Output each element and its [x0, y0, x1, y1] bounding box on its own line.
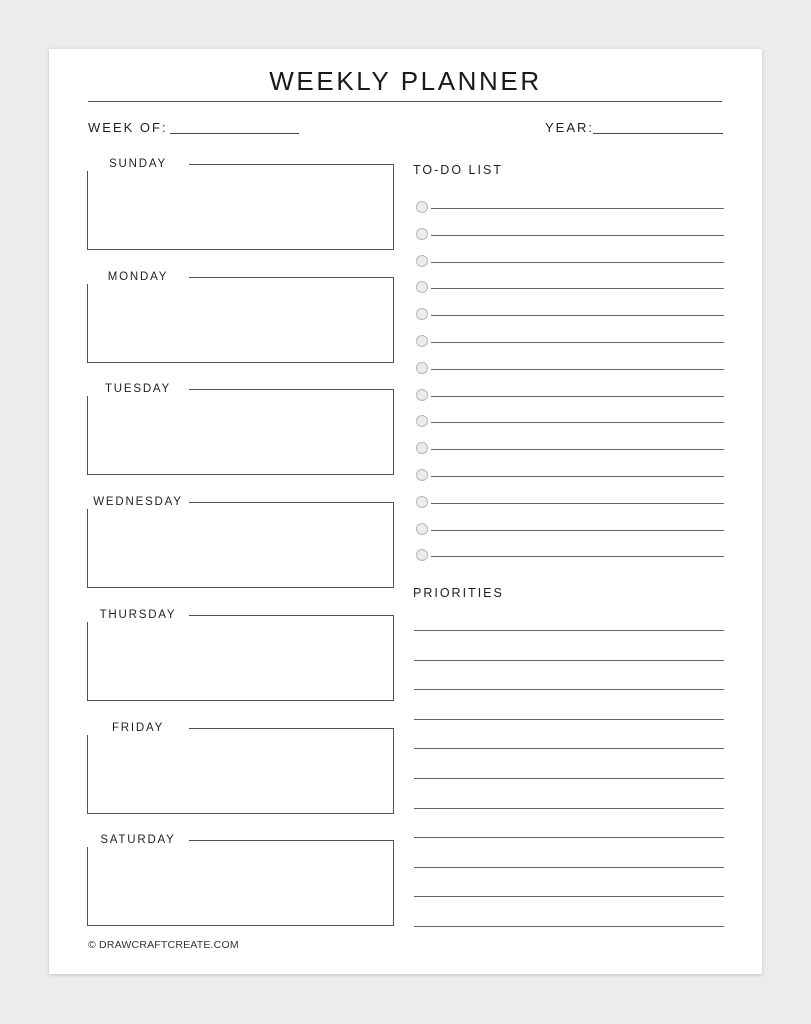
week-of-label: WEEK OF:	[88, 120, 168, 135]
todo-item-line[interactable]	[431, 262, 724, 263]
todo-item-line[interactable]	[431, 530, 724, 531]
todo-item-line[interactable]	[431, 369, 724, 370]
day-label-monday: MONDAY	[87, 270, 189, 284]
day-label-wednesday: WEDNESDAY	[87, 495, 189, 509]
day-box-friday[interactable]	[87, 728, 394, 814]
todo-item-line[interactable]	[431, 503, 724, 504]
priority-line[interactable]	[414, 778, 724, 779]
priority-line[interactable]	[414, 689, 724, 690]
day-box-sunday[interactable]	[87, 164, 394, 250]
todo-item-line[interactable]	[431, 208, 724, 209]
todo-checkbox[interactable]	[416, 281, 428, 293]
priority-line[interactable]	[414, 660, 724, 661]
todo-item-line[interactable]	[431, 556, 724, 557]
day-label-sunday: SUNDAY	[87, 157, 189, 171]
year-label: YEAR:	[545, 120, 595, 135]
todo-checkbox[interactable]	[416, 362, 428, 374]
day-box-thursday[interactable]	[87, 615, 394, 701]
priority-line[interactable]	[414, 867, 724, 868]
todo-checkbox[interactable]	[416, 255, 428, 267]
day-box-wednesday[interactable]	[87, 502, 394, 588]
day-box-monday[interactable]	[87, 277, 394, 363]
todo-item-line[interactable]	[431, 288, 724, 289]
todo-checkbox[interactable]	[416, 308, 428, 320]
day-label-thursday: THURSDAY	[87, 608, 189, 622]
page-title: WEEKLY PLANNER	[269, 66, 542, 96]
year-field[interactable]	[593, 133, 723, 134]
todo-item-line[interactable]	[431, 422, 724, 423]
todo-item-line[interactable]	[431, 315, 724, 316]
priority-line[interactable]	[414, 719, 724, 720]
todo-item-line[interactable]	[431, 342, 724, 343]
priority-line[interactable]	[414, 630, 724, 631]
day-label-friday: FRIDAY	[87, 721, 189, 735]
todo-checkbox[interactable]	[416, 523, 428, 535]
priority-line[interactable]	[414, 926, 724, 927]
todo-item-line[interactable]	[431, 235, 724, 236]
priority-line[interactable]	[414, 837, 724, 838]
todo-checkbox[interactable]	[416, 549, 428, 561]
week-of-field[interactable]	[170, 133, 299, 134]
copyright-footer: © DRAWCRAFTCREATE.COM	[88, 939, 239, 951]
todo-checkbox[interactable]	[416, 389, 428, 401]
todo-checkbox[interactable]	[416, 335, 428, 347]
todo-checkbox[interactable]	[416, 442, 428, 454]
todo-checkbox[interactable]	[416, 201, 428, 213]
todo-checkbox[interactable]	[416, 415, 428, 427]
todo-item-line[interactable]	[431, 396, 724, 397]
day-box-tuesday[interactable]	[87, 389, 394, 475]
day-label-saturday: SATURDAY	[87, 833, 189, 847]
day-label-tuesday: TUESDAY	[87, 382, 189, 396]
day-box-saturday[interactable]	[87, 840, 394, 926]
todo-checkbox[interactable]	[416, 469, 428, 481]
todo-item-line[interactable]	[431, 449, 724, 450]
priorities-title: PRIORITIES	[413, 586, 504, 600]
todo-checkbox[interactable]	[416, 496, 428, 508]
todo-list-title: TO-DO LIST	[413, 163, 503, 177]
priority-line[interactable]	[414, 896, 724, 897]
priority-line[interactable]	[414, 748, 724, 749]
title-underline	[88, 101, 722, 102]
priority-line[interactable]	[414, 808, 724, 809]
todo-checkbox[interactable]	[416, 228, 428, 240]
todo-item-line[interactable]	[431, 476, 724, 477]
